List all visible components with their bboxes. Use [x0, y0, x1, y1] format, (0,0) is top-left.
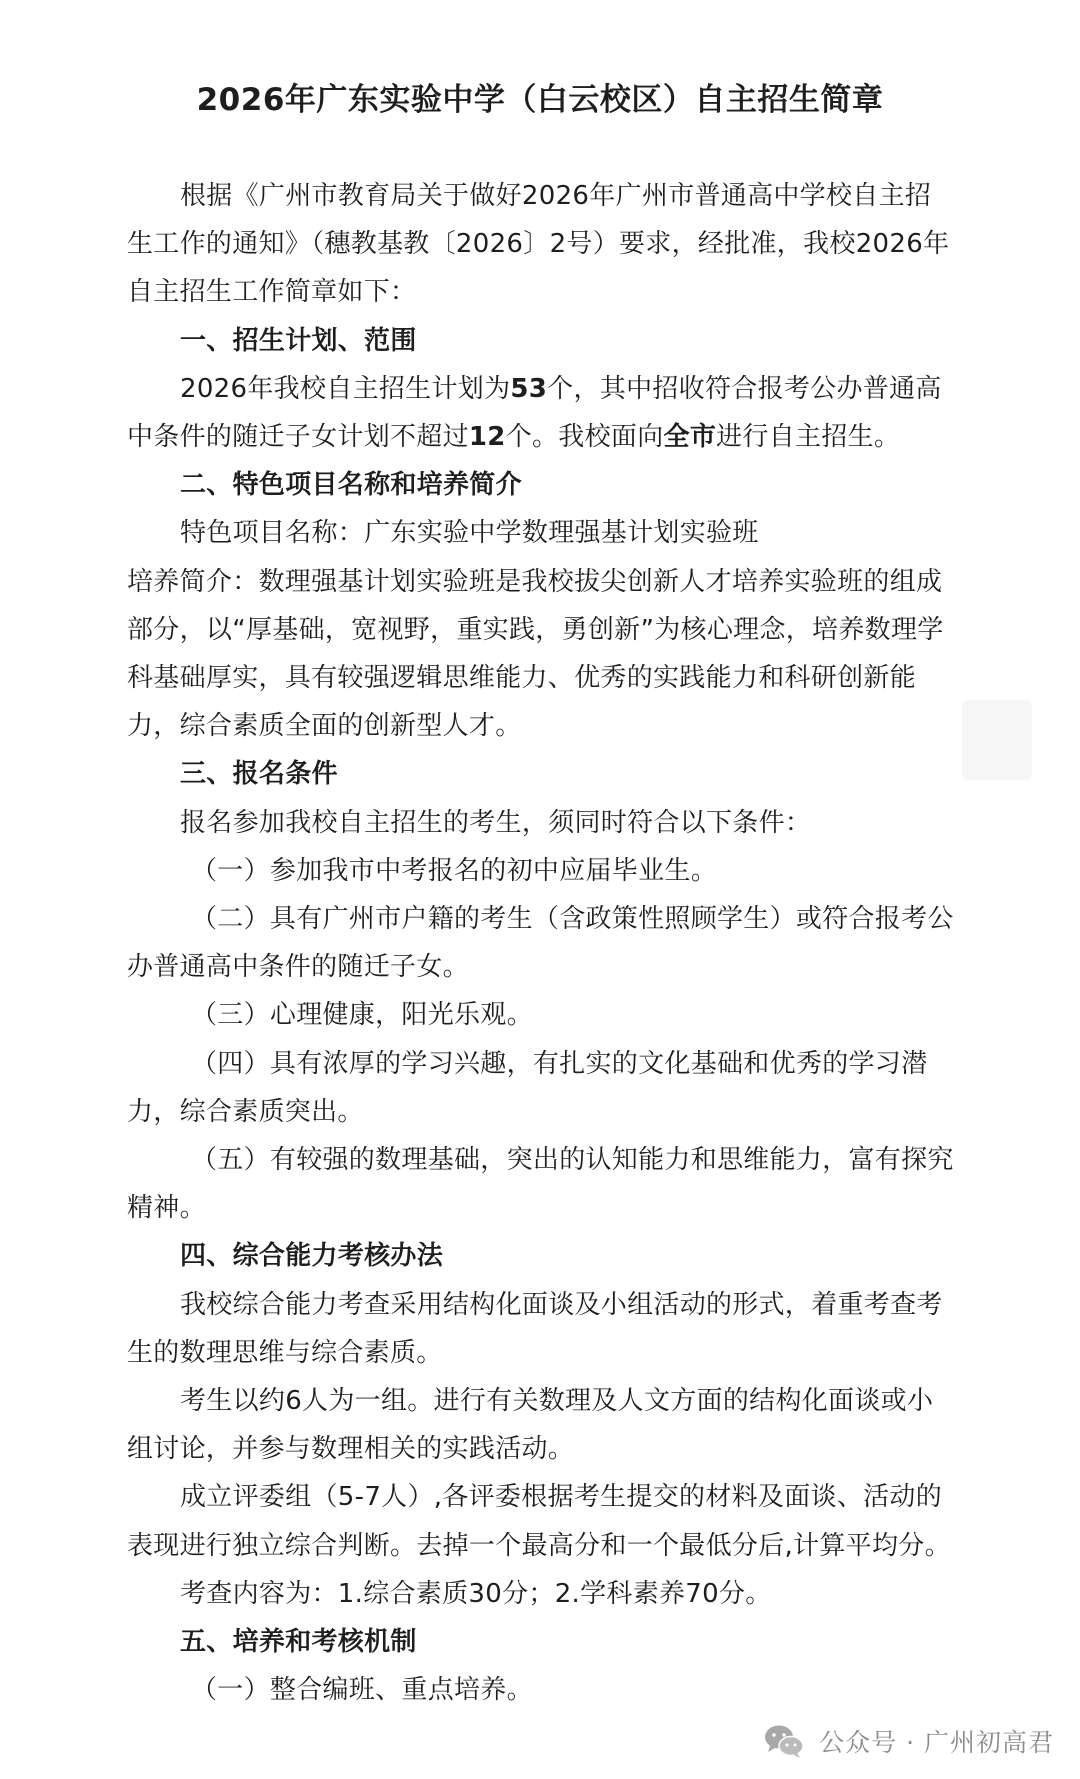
scan-artifact [962, 700, 1032, 780]
text-run: 个，其中招收符合报考公办普通高中条件的随迁子女计划不超过 [127, 373, 942, 453]
section-heading-3: 三、报名条件 [180, 759, 338, 790]
text-run: 个。我校面向 [505, 422, 664, 453]
training-intro: 培养简介：数理强基计划实验班是我校拔尖创新人才培养实验班的组成部分，以“厚基础，宽视野，重实践，勇创新”为核心理念，培养数理学科基础厚实，具有较强逻辑思维能力、优秀的实践能力和科研创新能力，综合素质全面的创新型人才。 [127, 566, 944, 742]
wechat-icon [763, 1723, 805, 1759]
quota-total: 53 [510, 373, 548, 404]
quota-migrant: 12 [468, 422, 506, 453]
section1-paragraph [127, 365, 957, 461]
assessment-paragraph: 成立评委组（5-7人）,各评委根据考生提交的材料及面谈、活动的表现进行独立综合判断。去掉一个最高分和一个最低分后,计算平均分。 [127, 1482, 951, 1561]
document-title: 2026年广东实验中学（白云校区）自主招生简章 [196, 82, 884, 118]
watermark-text: 公众号 · 广州初高君 [819, 1728, 1054, 1757]
project-name: 特色项目名称：广东实验中学数理强基计划实验班 [180, 518, 759, 549]
section-heading-1: 一、招生计划、范围 [180, 325, 417, 356]
section3-lead: 报名参加我校自主招生的考生，须同时符合以下条件： [180, 807, 812, 838]
section-heading-2: 二、特色项目名称和培养简介 [180, 470, 522, 501]
section-heading-5: 五、培养和考核机制 [180, 1627, 417, 1658]
condition-item: （五）有较强的数理基础，突出的认知能力和思维能力，富有探究精神。 [127, 1145, 954, 1224]
text-run: 2026年我校自主招生计划为 [180, 373, 511, 404]
section-heading-4: 四、综合能力考核办法 [180, 1241, 444, 1272]
assessment-paragraph: 考生以约6人为一组。进行有关数理及人文方面的结构化面谈或小组讨论，并参与数理相关的实践活动。 [127, 1386, 934, 1465]
document-body [127, 172, 957, 1715]
recruit-scope: 全市 [663, 422, 717, 453]
mechanism-item: （一）整合编班、重点培养。 [191, 1675, 533, 1706]
text-run: 进行自主招生。 [716, 422, 901, 453]
condition-item: （四）具有浓厚的学习兴趣，有扎实的文化基础和优秀的学习潜力，综合素质突出。 [127, 1048, 928, 1127]
assessment-paragraph: 考查内容为：1.综合素质30分；2.学科素养70分。 [180, 1578, 772, 1609]
watermark [763, 1723, 1054, 1759]
condition-item: （一）参加我市中考报名的初中应届毕业生。 [191, 855, 718, 886]
condition-item: （三）心理健康，阳光乐观。 [191, 1000, 533, 1031]
intro-paragraph: 根据《广州市教育局关于做好2026年广州市普通高中学校自主招生工作的通知》（穗教基教〔2026〕2号）要求，经批准，我校2026年自主招生工作简章如下： [127, 181, 950, 308]
assessment-paragraph: 我校综合能力考查采用结构化面谈及小组活动的形式，着重考查考生的数理思维与综合素质。 [127, 1289, 943, 1368]
condition-item: （二）具有广州市户籍的考生（含政策性照顾学生）或符合报考公办普通高中条件的随迁子女。 [127, 904, 954, 983]
